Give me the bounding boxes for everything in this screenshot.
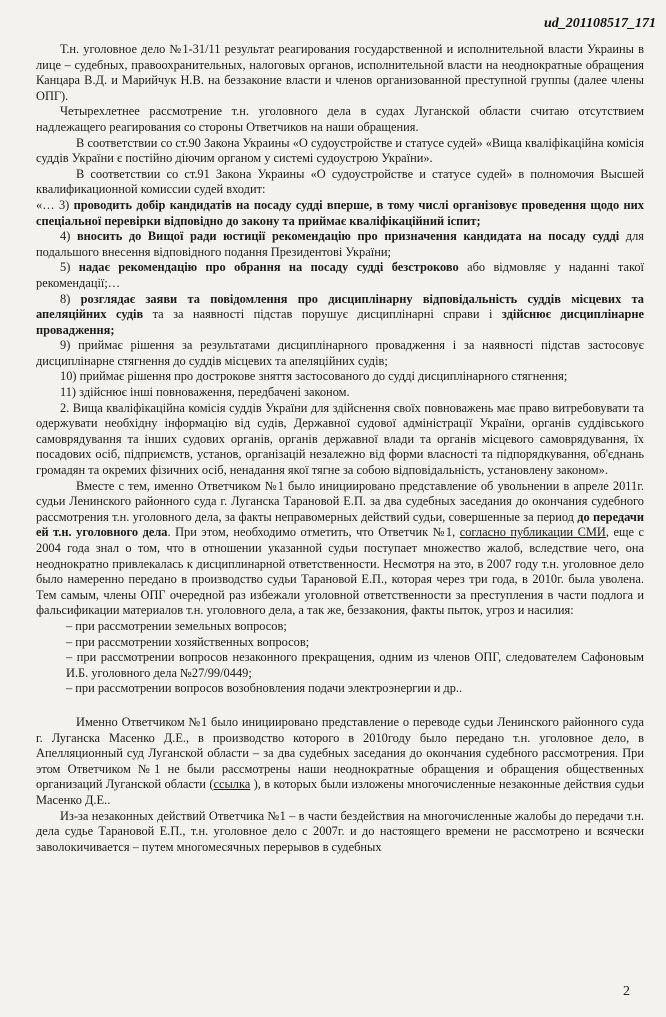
quote-item-8-prefix: 8)	[60, 291, 81, 306]
paragraph-article-91: В соответствии со ст.91 Закона Украины «О судоустройстве и статусе судей» в полномочия Высшей квалификационной комиссии судей входит:	[36, 166, 644, 197]
paragraph-article-90: В соответствии со ст.90 Закона Украины «О судоустройстве и статусе судей» «Вища кваліфікаційна комісія суддів України є постійно діючим органом у системі судоустрою України».	[36, 135, 644, 166]
list-item-electricity: – при рассмотрении вопросов возобновления подачи электроэнергии и др..	[66, 681, 463, 696]
paragraph-transfer	[36, 715, 644, 809]
quote-item-5-rest: або відмовляє у наданні такої рекомендації;…	[36, 260, 644, 290]
quote-item-8	[36, 292, 644, 339]
page-number: 2	[623, 984, 630, 999]
transfer-text-b: ), в которых были изложены многочисленные незаконные действия судьи Масенко Д.Е..	[36, 777, 644, 807]
quote-item-4	[36, 229, 644, 260]
quote-item-3-bold: проводить добір кандидатів на посаду судді вперше, в тому числі організовує проведення щодо них спеціальної перевірки відповідно до закону та приймає кваліфікаційний іспит;	[36, 197, 644, 228]
dismissal-text-b: . При этом, необходимо отметить, что Ответчик №1,	[167, 525, 460, 540]
dismissal-text-a: Вместе с тем, именно Ответчиком №1 было инициировано представление об увольнении в апреле 2011г. судьи Ленинского районного суда г. Луганска Тарановой Е.П. за два судебных заседания до окончания судебного рассмотрения т.н. уголовного дела, за факты неправомерных действий судьи, совершенные за период	[36, 478, 644, 524]
paragraph-illegal-actions: Из-за незаконных действий Ответчика №1 – в части бездействия на многочисленные жалобы до передачи т.н. дела судье Тарановой Е.П., т.н. уголовное дело с 2007г. и до настоящего времени не рассмотрено и всячески заволокичивается – путем многомесячных перерывов в судебных	[36, 808, 644, 854]
dismissal-text-c: , еще с 2004 года знал о том, что в отношении указанной судьи поступает множество жалоб, вследствие чего, она неоднократно привлекалась к дисциплинарной ответственности. Несмотря на это, в 2007 году т.н. уголовное дело было намеренно передано в производство судьи Тарановой Е.П., которая через три года, в 2010г. была уволена. Тем самым, члены ОПГ очередной раз избежали уголовной ответственности за преступления в части подлога и фальсификации материалов т.н. уголовного дела, а так же, беззакония, факты пыток, угроз и насилия:	[36, 525, 644, 618]
quote-item-5-prefix: 5)	[60, 260, 79, 275]
quote-item-2-rights: 2. Вища кваліфікаційна комісія суддів України для здійснення своїх повноважень має право витребовувати та одержувати необхідну інформацію від судів, Державної судової адміністрації України, органів суддівського самоврядування та інших судових органів, органів державної влади та органів місцевого самоврядування, їх посадових осіб, підприємств, установ, організацій незалежно від форми власності та підпорядкування, об'єднань громадян та окремих фізичних осіб, ненадання якої тягне за собою відповідальність, установлену законом».	[36, 400, 644, 478]
quote-item-10: 10) приймає рішення про дострокове зняття застосованого до судді дисциплінарного стягнення;	[60, 369, 568, 384]
transfer-text-a: Именно Ответчиком №1 было инициировано представление о переводе судьи Ленинского районного суда г. Луганска Масенко Д.Е., в производство которого в 2010году было передано т.н. уголовное дело, в Апелляционный суд Луганской области – за два судебных заседания до окончания судебного рассмотрения. При этом Ответчиком №1 не были рассмотрены наши неоднократные обращения и обращения общественных организаций Луганской области (	[36, 714, 644, 792]
quote-item-8-mid: та за наявності підстав порушує дисциплінарні справи і	[143, 307, 502, 322]
list-item-termination: – при рассмотрении вопросов незаконного прекращения, одним из членов ОПГ, следователем Сафоновым И.Б. уголовного дела №27/99/0449;	[66, 650, 644, 680]
quote-item-8-bold: розглядає заяви та повідомлення про дисциплінарну відповідальність суддів місцевих та апеляційних судів	[36, 291, 645, 322]
document-id: ud_201108517_171	[543, 16, 656, 31]
paragraph-intro: Т.н. уголовное дело №1-31/11 результат реагирования государственной и исполнительной власти Украины в лице – судебных, правоохранительных, налоговых органов, исполнительной власти на неоднократные обращения Канцара В.Д. и Марийчук Н.В. на беззаконие власти и членов организованной преступной группы (далее члены ОПГ).	[36, 42, 644, 103]
document-body	[36, 42, 644, 855]
quote-item-3	[36, 198, 644, 229]
quote-item-4-prefix: 4)	[60, 229, 77, 244]
list-item-economic: – при рассмотрении хозяйственных вопросов;	[66, 634, 310, 649]
quote-item-9: 9) приймає рішення за результатами дисциплінарного провадження і за наявності підстав застосовує дисциплінарне стягнення до суддів місцевих та апеляційних судів;	[36, 338, 644, 368]
quote-item-5	[36, 260, 644, 291]
paragraph-dismissal	[36, 479, 644, 619]
dismissal-bold: до передачи ей т.н. уголовного дела	[36, 509, 644, 540]
quote-item-5-bold: надає рекомендацію про обрання на посаду судді безстроково	[78, 260, 459, 275]
quote-item-8-bold-2: здійснює дисциплінарне провадження;	[36, 307, 644, 337]
quote-item-11: 11) здійснює інші повноваження, передбачені законом.	[60, 385, 350, 400]
spacer	[36, 697, 644, 715]
quote-item-4-bold: вносить до Вищої ради юстиції рекомендацію про призначення кандидата на посаду судді	[76, 229, 620, 244]
quote-item-3-prefix: «… 3)	[36, 197, 74, 212]
list-item-land: – при рассмотрении земельных вопросов;	[66, 618, 287, 633]
media-publication-link[interactable]: согласно публикации СМИ	[459, 525, 606, 540]
paragraph-consideration: Четырехлетнее рассмотрение т.н. уголовного дела в судах Луганской области считаю отсутствием надлежащего реагирования со стороны Ответчиков на наши обращения.	[36, 104, 644, 134]
quote-item-4-rest: для подальшого внесення відповідного подання Президентові України;	[36, 229, 644, 259]
reference-link[interactable]: ссылка	[213, 777, 251, 792]
